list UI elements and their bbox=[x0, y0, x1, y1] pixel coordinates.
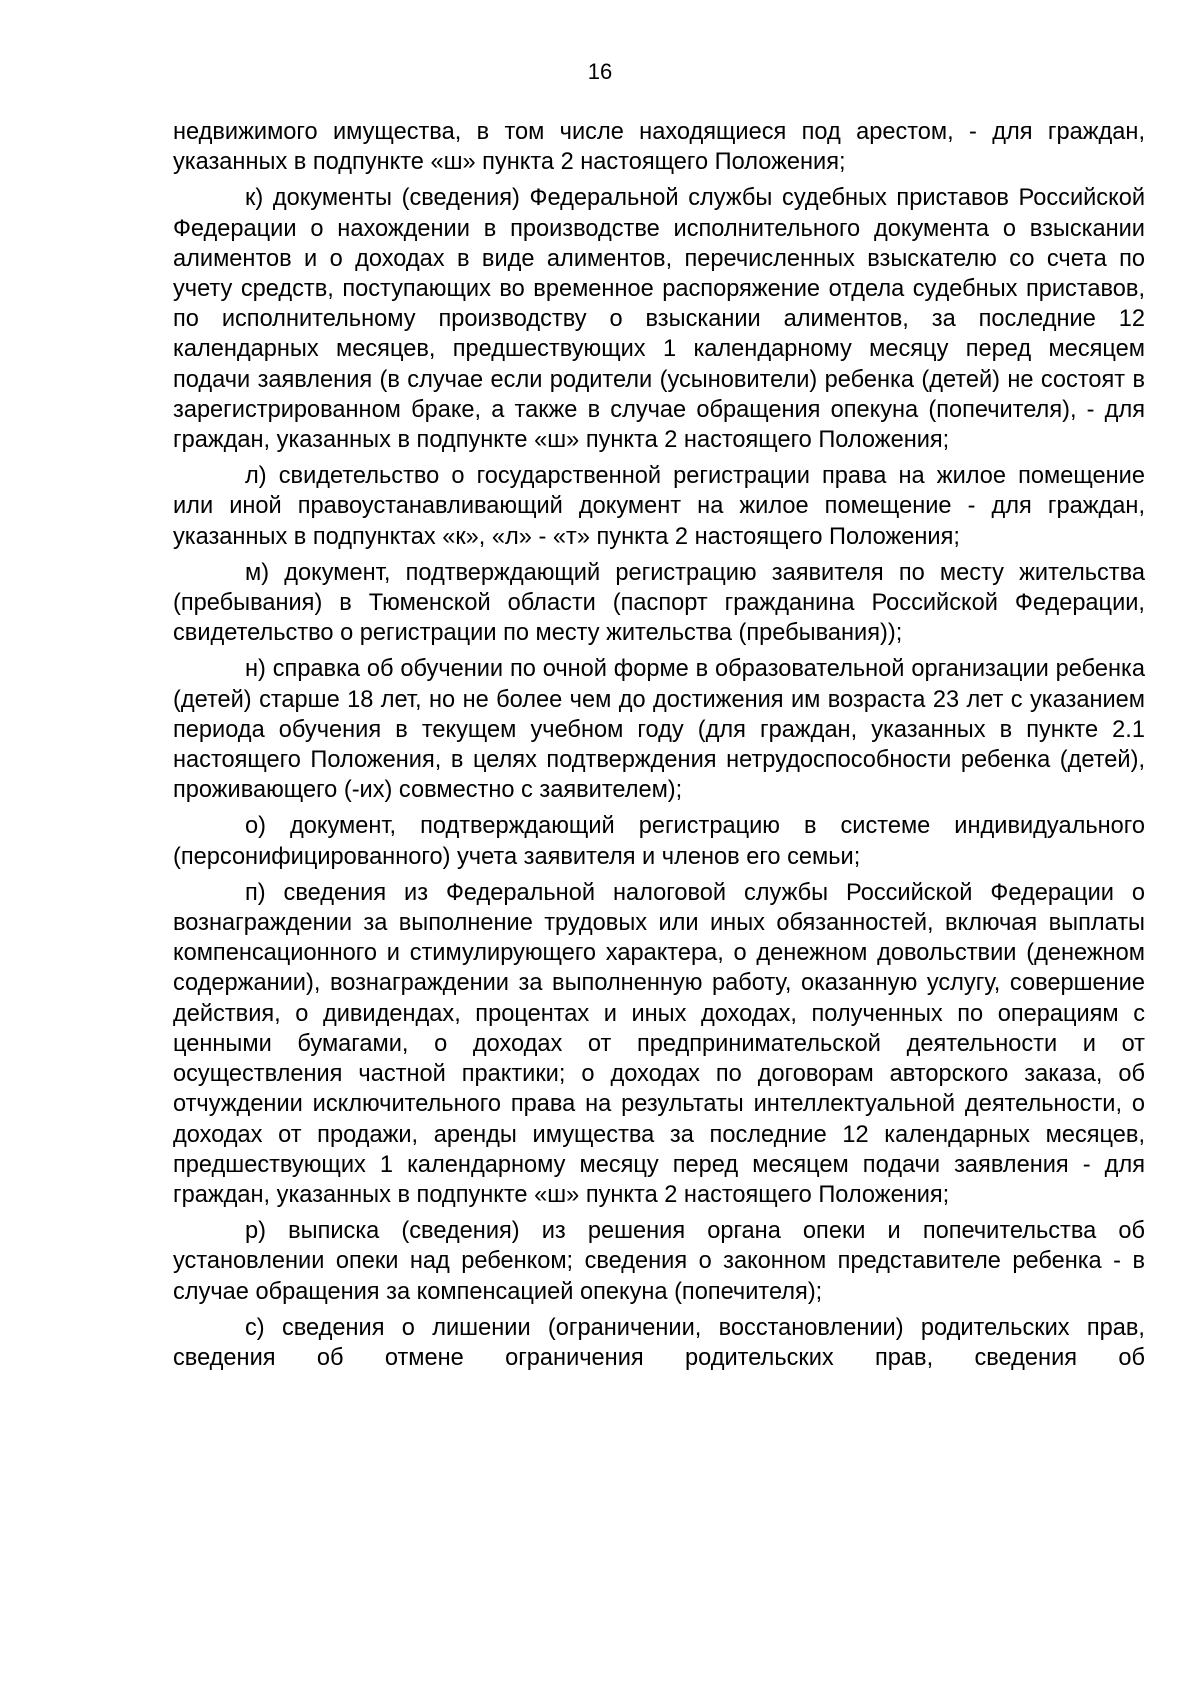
paragraph-item-l: л) свидетельство о государственной регистрации права на жилое помещение или иной правоустанавливающий документ на жилое помещение - для граждан, указанных в подпунктах «к», «л» - «т» пункта 2 настоящего Положения; bbox=[173, 463, 1145, 550]
paragraph-item-n: н) справка об обучении по очной форме в образовательной организации ребенка (детей) старше 18 лет, но не более чем до достижения им возраста 23 лет с указанием периода обучения в текущем учебном году (для граждан, указанных в пункте 2.1 настоящего Положения, в целях подтверждения нетрудоспособности ребенка (детей), проживающего (-их) совместно с заявителем); bbox=[173, 656, 1145, 804]
paragraph-item-s: с) сведения о лишении (ограничении, восстановлении) родительских прав, сведения об отмене ограничения родительских прав, сведения об bbox=[173, 1314, 1145, 1371]
paragraph-continuation: недвижимого имущества, в том числе находящиеся под арестом, - для граждан, указанных в подпункте «ш» пункта 2 настоящего Положения; bbox=[173, 119, 1145, 176]
paragraph-item-r: р) выписка (сведения) из решения органа опеки и попечительства об установлении опеки над ребенком; сведения о законном представителе ребенка - в случае обращения за компенсацией опекуна (попечителя); bbox=[173, 1218, 1145, 1305]
paragraph-item-o: о) документ, подтверждающий регистрацию в системе индивидуального (персонифицированного) учета заявителя и членов его семьи; bbox=[173, 813, 1145, 870]
page-number: 16 bbox=[587, 59, 613, 84]
paragraph-item-m: м) документ, подтверждающий регистрацию заявителя по месту жительства (пребывания) в Тюменской области (паспорт гражданина Российской Федерации, свидетельство о регистрации по месту жительства (пребывания)); bbox=[173, 559, 1145, 647]
paragraph-item-k: к) документы (сведения) Федеральной службы судебных приставов Российской Федерации о нахождении в производстве исполнительного документа о взыскании алиментов и о доходах в виде алиментов, перечисленных взыскателю со счета по учету средств, поступающих во временное распоряжение отдела судебных приставов, по исполнительному производству о взыскании алиментов, за последние 12 календарных месяцев, предшествующих 1 календарному месяцу перед месяцем подачи заявления (в случае если родители (усыновители) ребенка (детей) не состоят в зарегистрированном браке, а также в случае обращения опекуна (попечителя), - для граждан, указанных в подпункте «ш» пункта 2 настоящего Положения; bbox=[173, 185, 1145, 454]
paragraph-item-p: п) сведения из Федеральной налоговой службы Российской Федерации о вознаграждении за выполнение трудовых или иных обязанностей, включая выплаты компенсационного и стимулирующего характера, о денежном довольствии (денежном содержании), вознаграждении за выполненную работу, оказанную услугу, совершение действия, о дивидендах, процентах и иных доходах, полученных по операциям с ценными бумагами, о доходах от предпринимательской деятельности и от осуществления частной практики; о доходах по договорам авторского заказа, об отчуждении исключительного права на результаты интеллектуальной деятельности, о доходах от продажи, аренды имущества за последние 12 календарных месяцев, предшествующих 1 календарному месяцу перед месяцем подачи заявления - для граждан, указанных в подпункте «ш» пункта 2 настоящего Положения; bbox=[173, 879, 1145, 1208]
document-body bbox=[173, 117, 1145, 1379]
